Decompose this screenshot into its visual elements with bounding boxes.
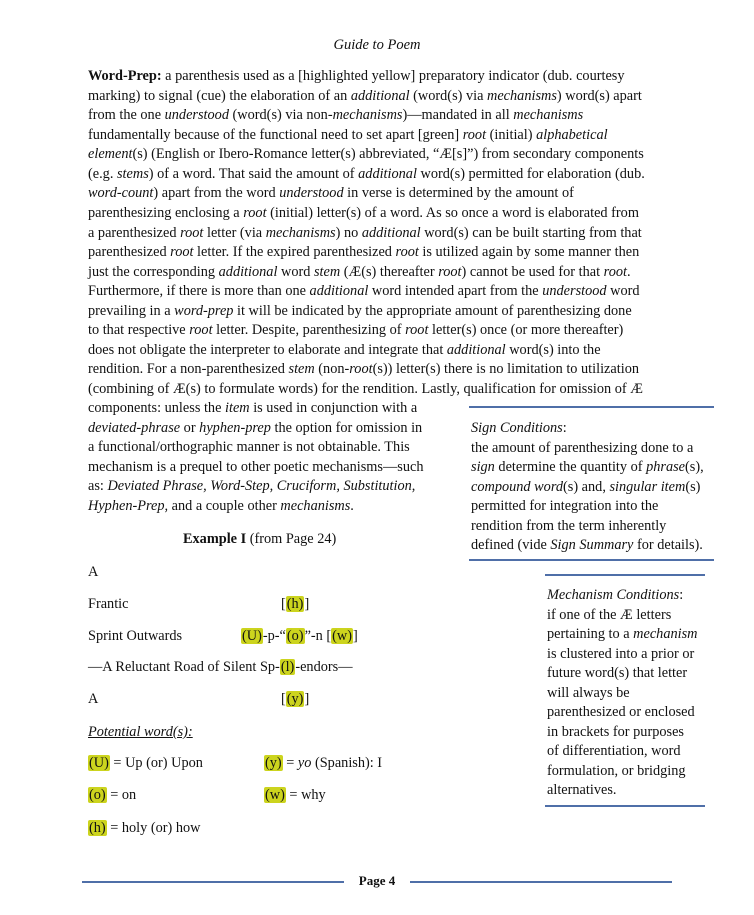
italic-term: word-count [88,185,154,201]
italic-term: hyphen-prep [199,420,271,436]
text-run: the option for omission in [270,420,423,436]
text-run: ) apart from the word [153,185,280,201]
italic-term: Hyphen-Prep, [88,498,169,514]
highlighted-letter: (U) [242,628,262,644]
text-run: does not obligate the interpreter to elaborate and integrate that [88,342,447,358]
text-run: ] [353,628,358,644]
paragraph-line [88,224,642,244]
paragraph-line [88,282,640,302]
text-run: : [562,420,567,436]
mech-box-line [547,606,671,626]
text-run: (word(s) via non- [228,107,333,123]
italic-term: singular item [609,479,686,495]
text-run: components: unless the [88,400,225,416]
text-run: parenthesized [88,244,171,260]
text-run: (from Page 24) [246,531,337,547]
italic-term: root [189,322,213,338]
text-run: from the one [88,107,165,123]
mech-box-line [547,703,695,723]
box-bottom-rule [545,805,705,807]
text-run: A [88,691,99,707]
example-row [88,659,353,676]
italic-term: understood [542,283,607,299]
italic-term: alphabetical [536,127,608,143]
text-run: (s) and, [563,479,610,495]
text-run: permitted for integration into the [471,498,659,514]
italic-term: Sign Conditions [471,420,563,436]
italic-term: root [395,244,419,260]
text-run: word(s) permitted for elaboration (dub. [416,166,645,182]
paragraph-line [88,458,424,478]
mech-box-line [547,781,616,801]
text-run: Sprint Outwards [88,628,183,644]
text-run: as: [88,478,108,494]
text-run: prevailing in a [88,303,175,319]
potential-word [88,755,203,772]
text-run: defined (vide [471,537,551,553]
italic-term: root [349,361,373,377]
example-title [183,531,336,548]
example-marker [281,691,309,708]
paragraph-line [88,438,410,458]
mech-box-line [547,723,684,743]
example-row [88,691,98,708]
box-bottom-rule [469,559,714,561]
text-run: ”-n [ [304,628,332,644]
text-run: will always be [547,685,630,701]
text-run: future word(s) that letter [547,665,688,681]
italic-term: root [180,225,204,241]
paragraph-line [88,263,631,283]
example-row [88,628,182,645]
mech-box-line [547,664,687,684]
example-row [88,596,129,613]
text-run: pertaining to a [547,626,634,642]
mech-box-line [547,742,681,762]
paragraph-line [88,184,574,204]
box-top-rule [545,574,705,576]
italic-term: mechanisms [487,88,557,104]
potential-word [264,787,326,804]
text-run: letter (via [203,225,266,241]
text-run: (s), [685,459,704,475]
paragraph-line [88,67,625,87]
sign-box-line [471,536,703,556]
italic-term: Deviated Phrase, Word-Step, Cruciform, Substitution, [107,478,416,494]
text-run: (word(s) via [409,88,488,104]
sign-box-line [471,478,700,498]
italic-term: element [88,146,133,162]
text-run: [ [281,596,286,612]
italic-term: root [462,127,487,143]
text-run: (s) (English or Ibero-Romance letter(s) abbreviated, “Æ[s]”) from secondary components [132,146,644,162]
text-run: (combining of Æ(s) to formulate words) for the rendition. Lastly, qualification for omission of Æ [88,381,643,397]
italic-term: mechanisms [265,225,336,241]
potential-words-label: Potential word(s): [88,724,193,740]
text-run: word [277,264,314,280]
text-run: parenthesizing enclosing a [88,205,244,221]
text-run: word(s) can be built starting from that [420,225,642,241]
text-run: letter(s) once (or more thereafter) [428,322,624,338]
italic-term: additional [309,283,369,299]
text-run: ] [304,691,310,707]
italic-term: mechanisms [280,498,351,514]
sign-box-line [471,458,704,478]
italic-term: additional [358,166,417,182]
italic-term: deviated-phrase [88,420,181,436]
text-run: for details). [633,537,703,553]
italic-term: root [170,244,194,260]
paragraph-line [88,243,639,263]
text-run: —A Reluctant Road of Silent Sp- [88,659,280,675]
italic-term: word-prep [174,303,234,319]
example-row [88,564,98,581]
text-run: just the corresponding [88,264,219,280]
paragraph-line [88,341,601,361]
italic-term: item [225,400,250,416]
text-run: -endors— [295,659,353,675]
sign-box-line [471,439,693,459]
italic-term: root [438,264,462,280]
text-run: in verse is determined by the amount of [343,185,574,201]
italic-term: understood [164,107,229,123]
text-run: Furthermore, if there is more than one [88,283,310,299]
text-run: rendition from the term inherently [471,518,667,534]
paragraph-line [88,497,354,517]
text-run: rendition. For a non-parenthesized [88,361,289,377]
paragraph-line [88,360,639,380]
text-run: [ [281,691,286,707]
text-run: = Up (or) Upon [109,755,203,771]
italic-term: additional [361,225,421,241]
bold-term: Word-Prep: [88,68,162,84]
box-top-rule [469,406,714,408]
footer-rule-left [82,881,344,883]
text-run: alternatives. [547,782,617,798]
text-run: a functional/orthographic manner is not obtainable. This [88,439,410,455]
highlighted-letter: (w) [265,787,285,803]
italic-term: additional [446,342,506,358]
text-run: fundamentally because of the functional need to set apart [green] [88,127,463,143]
text-run: letter. Despite, parenthesizing of [212,322,406,338]
mech-box-line [547,586,683,606]
italic-term: yo [297,755,312,771]
potential-word [264,755,382,772]
text-run: (s)) letter(s) there is no limitation to utilization [372,361,639,377]
mech-box-line [547,762,686,782]
paragraph-line [88,165,645,185]
text-run: letter. If the expired parenthesized [193,244,396,260]
highlighted-letter: (w) [332,628,353,644]
potential-word [88,787,136,804]
page-number: Page 4 [358,873,396,888]
text-run: is used in conjunction with a [249,400,418,416]
text-run: in brackets for purposes [547,724,684,740]
text-run: word intended apart from the [368,283,543,299]
text-run: (s) [685,479,701,495]
text-run: ) word(s) apart [556,88,642,104]
text-run: (initial) letter(s) of a word. As so once a word is elaborated from [266,205,639,221]
text-run: . [626,264,631,280]
text-run: it will be indicated by the appropriate amount of parenthesizing done [233,303,632,319]
italic-term: mechanisms [332,107,403,123]
italic-term: compound word [471,479,564,495]
italic-term: root [243,205,267,221]
page-header: Guide to Poem [333,37,421,53]
text-run: of differentiation, word [547,743,681,759]
text-run: is utilized again by some manner then [418,244,640,260]
text-run: marking) to signal (cue) the elaboration of an [88,88,351,104]
text-run: word [606,283,640,299]
paragraph-line [88,302,632,322]
example-marker [241,628,358,645]
text-run: parenthesized or enclosed [547,704,695,720]
italic-term: phrase [646,459,686,475]
italic-term: additional [218,264,278,280]
text-run: the amount of parenthesizing done to a [471,440,694,456]
highlighted-letter: (o) [286,628,304,644]
italic-term: mechanism [633,626,698,642]
text-run: -p-“ [262,628,286,644]
paragraph-line [88,204,639,224]
text-run: (Æ(s) thereafter [340,264,439,280]
italic-term: Mechanism Conditions [547,587,680,603]
italic-term: stems [116,166,149,182]
paragraph-line [88,106,583,126]
highlighted-letter: (y) [265,755,282,771]
text-run: = on [106,787,137,803]
text-run: is clustered into a prior or [547,646,695,662]
text-run: (initial) [486,127,537,143]
text-run: if one of the Æ letters [547,607,672,623]
paragraph-line [88,380,643,400]
text-run: word(s) into the [505,342,601,358]
text-run: determine the quantity of [494,459,647,475]
text-run: . [350,498,354,514]
paragraph-line [88,145,644,165]
text-run: ) no [335,225,362,241]
italic-term: additional [350,88,410,104]
text-run: mechanism is a prequel to other poetic mechanisms—such [88,459,424,475]
highlighted-letter: (l) [280,659,295,675]
text-run: a parenthesis used as a [highlighted yellow] preparatory indicator (dub. courtesy [161,68,625,84]
example-marker [281,596,309,613]
text-run: to that respective [88,322,190,338]
paragraph-line [88,399,417,419]
highlighted-letter: (h) [89,820,106,836]
text-run: ) cannot be used for that [461,264,604,280]
paragraph-line [88,87,642,107]
italic-term: Sign Summary [550,537,634,553]
paragraph-line [88,126,608,146]
italic-term: understood [279,185,344,201]
mech-box-line [547,645,694,665]
text-run: or [180,420,200,436]
text-run: )—mandated in all [402,107,514,123]
text-run: formulation, or bridging [547,763,686,779]
highlighted-letter: (h) [286,596,304,612]
italic-term: root [405,322,429,338]
text-run: Frantic [88,596,129,612]
sign-box-line [471,497,658,517]
text-run: : [679,587,684,603]
italic-term: sign [471,459,495,475]
text-run: = why [285,787,326,803]
text-run: ) of a word. That said the amount of [148,166,359,182]
mech-box-line [547,625,697,645]
footer-rule-right [410,881,672,883]
italic-term: root [603,264,627,280]
sign-box-line [471,419,567,439]
bold-term: Example I [183,531,247,547]
text-run: A [88,564,99,580]
italic-term: stem [313,264,341,280]
text-run: ] [304,596,310,612]
italic-term: stem [288,361,315,377]
text-run: and a couple other [168,498,281,514]
highlighted-letter: (o) [89,787,106,803]
sign-box-line [471,517,666,537]
paragraph-line [88,321,623,341]
text-run: = holy (or) how [106,820,201,836]
highlighted-letter: (y) [286,691,304,707]
paragraph-line [88,419,422,439]
text-run: (Spanish): I [311,755,383,771]
highlighted-letter: (U) [89,755,109,771]
mech-box-line [547,684,630,704]
potential-word [88,820,201,837]
text-run: a parenthesized [88,225,181,241]
text-run: = [282,755,298,771]
text-run: (e.g. [88,166,117,182]
italic-term: mechanisms [513,107,584,123]
text-run: (non- [314,361,350,377]
paragraph-line [88,477,415,497]
